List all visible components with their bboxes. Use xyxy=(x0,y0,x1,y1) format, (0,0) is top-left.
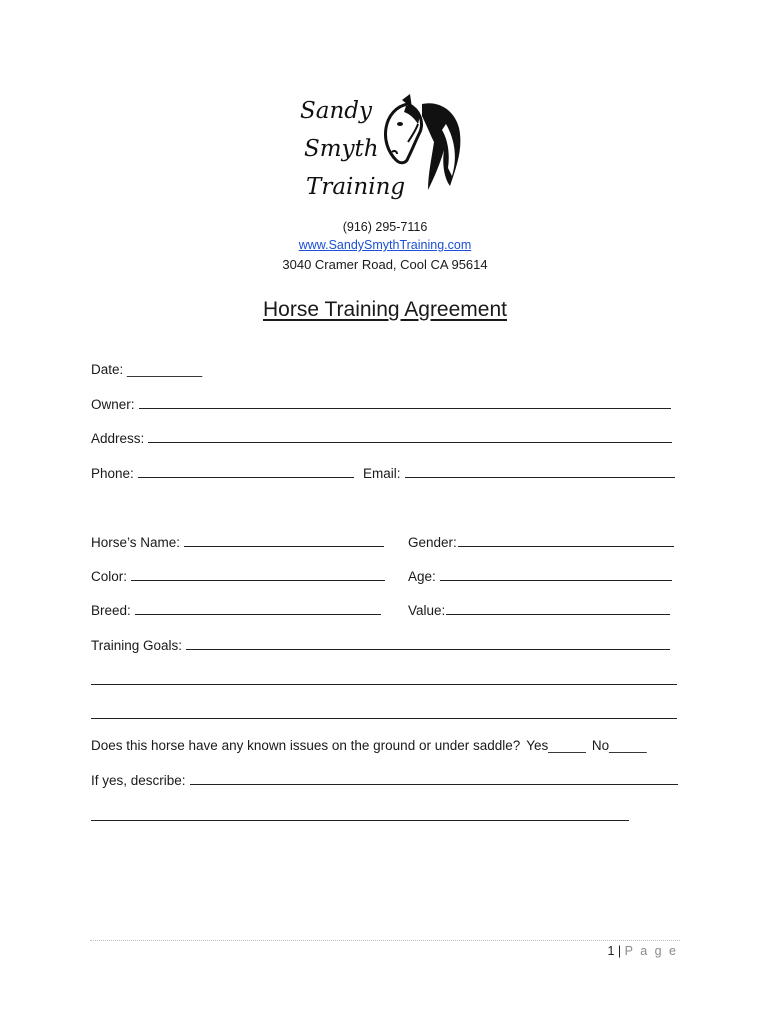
training-goals-line-2[interactable] xyxy=(91,684,677,685)
contact-address: 3040 Cramer Road, Cool CA 95614 xyxy=(282,257,488,272)
value-label: Value: xyxy=(408,603,446,618)
page-footer xyxy=(607,944,678,958)
breed-label: Breed: xyxy=(91,603,131,618)
color-field[interactable] xyxy=(91,569,385,584)
page-separator: | xyxy=(617,944,622,958)
training-goals-label: Training Goals: xyxy=(91,638,183,653)
contact-phone: (916) 295-7116 xyxy=(342,220,428,234)
phone-line[interactable] xyxy=(138,476,354,478)
gender-field[interactable] xyxy=(408,535,674,550)
gender-line[interactable] xyxy=(458,545,674,547)
page-word: P a g e xyxy=(624,944,678,958)
training-goals-line[interactable] xyxy=(186,648,670,650)
address-field[interactable] xyxy=(91,431,672,446)
color-line[interactable] xyxy=(131,579,385,581)
company-logo xyxy=(300,92,470,202)
email-line[interactable] xyxy=(405,476,675,478)
training-goals-field[interactable] xyxy=(91,638,670,653)
describe-field[interactable] xyxy=(91,773,678,788)
horse-name-line[interactable] xyxy=(184,545,384,547)
owner-label: Owner: xyxy=(91,397,135,412)
training-goals-line-3[interactable] xyxy=(91,718,677,719)
email-label: Email: xyxy=(363,466,401,481)
value-line[interactable] xyxy=(446,613,670,615)
issues-no-option[interactable]: No_____ xyxy=(591,738,647,753)
gender-label: Gender: xyxy=(408,535,457,550)
age-line[interactable] xyxy=(440,579,672,581)
address-line[interactable] xyxy=(148,441,672,443)
page-number: 1 xyxy=(607,944,615,958)
phone-label: Phone: xyxy=(91,466,134,481)
logo-line-3: Training xyxy=(306,174,406,200)
logo-line-1: Sandy xyxy=(300,98,372,124)
color-label: Color: xyxy=(91,569,128,584)
age-label: Age: xyxy=(408,569,436,584)
date-label: Date: __________ xyxy=(91,362,203,377)
horse-name-field[interactable] xyxy=(91,535,384,550)
phone-field[interactable] xyxy=(91,466,354,481)
describe-label: If yes, describe: xyxy=(91,773,186,788)
website-link[interactable]: www.SandySmythTraining.com xyxy=(298,238,472,252)
date-field[interactable] xyxy=(91,362,202,377)
owner-line[interactable] xyxy=(139,407,671,409)
breed-line[interactable] xyxy=(135,613,381,615)
footer-divider xyxy=(90,940,680,941)
email-field[interactable] xyxy=(363,466,675,481)
value-field[interactable] xyxy=(408,603,670,618)
owner-field[interactable] xyxy=(91,397,671,412)
issues-question xyxy=(91,738,647,753)
address-label: Address: xyxy=(91,431,145,446)
logo-line-2: Smyth xyxy=(304,136,379,162)
describe-line[interactable] xyxy=(190,783,678,785)
horse-name-label: Horse’s Name: xyxy=(91,535,181,550)
issues-yes-option[interactable]: Yes_____ xyxy=(526,738,586,753)
describe-line-2[interactable] xyxy=(91,820,629,821)
page-title: Horse Training Agreement xyxy=(263,298,507,321)
issues-question-text: Does this horse have any known issues on the ground or under saddle? xyxy=(91,738,521,753)
age-field[interactable] xyxy=(408,569,672,584)
breed-field[interactable] xyxy=(91,603,381,618)
horse-head-icon xyxy=(382,94,466,194)
